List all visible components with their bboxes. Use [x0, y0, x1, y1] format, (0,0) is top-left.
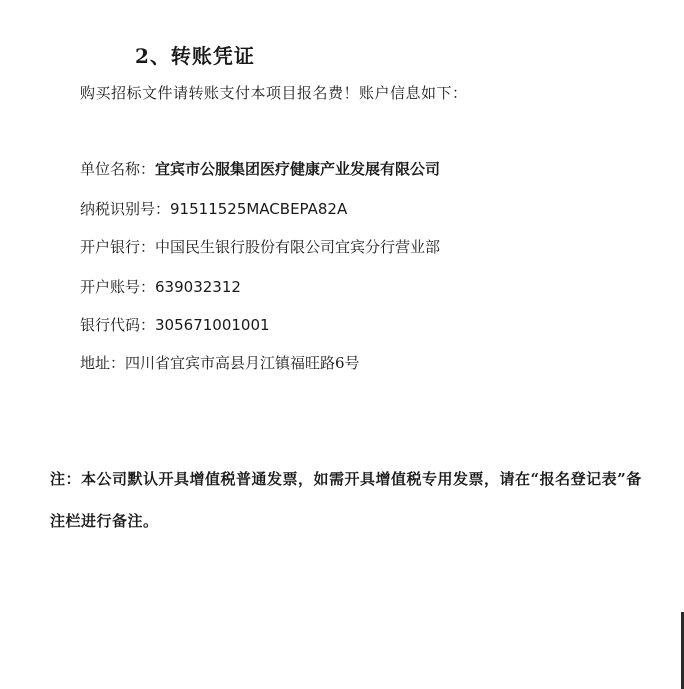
intro-text: 购买招标文件请转账支付本项目报名费！账户信息如下：	[80, 84, 468, 102]
unit-name-row	[80, 158, 440, 179]
account-number-label: 开户账号：	[80, 278, 156, 296]
unit-name-label: 单位名称：	[80, 160, 156, 178]
section-heading: 2、转账凭证	[135, 44, 255, 68]
tax-id-label: 纳税识别号：	[80, 200, 171, 218]
invoice-note: 注：本公司默认开具增值税普通发票，如需开具增值税专用发票，请在“报名登记表”备注栏进行备注。	[50, 470, 642, 530]
bank-value: 中国民生银行股份有限公司宜宾分行营业部	[155, 238, 441, 256]
bank-row	[80, 236, 440, 257]
bank-code-label: 银行代码：	[80, 316, 156, 334]
unit-name-value: 宜宾市公服集团医疗健康产业发展有限公司	[155, 160, 441, 178]
tax-id-row	[80, 198, 347, 219]
bank-code-value: 305671001001	[155, 316, 270, 334]
address-label: 地址：	[80, 354, 126, 372]
tax-id-value: 91511525MACBEPA82A	[170, 200, 348, 218]
account-number-value: 639032312	[155, 278, 241, 296]
bank-code-row	[80, 314, 270, 335]
address-row	[80, 352, 360, 373]
account-number-row	[80, 276, 241, 297]
bank-label: 开户银行：	[80, 238, 156, 256]
address-value: 四川省宜宾市高县月江镇福旺路6号	[125, 354, 360, 372]
